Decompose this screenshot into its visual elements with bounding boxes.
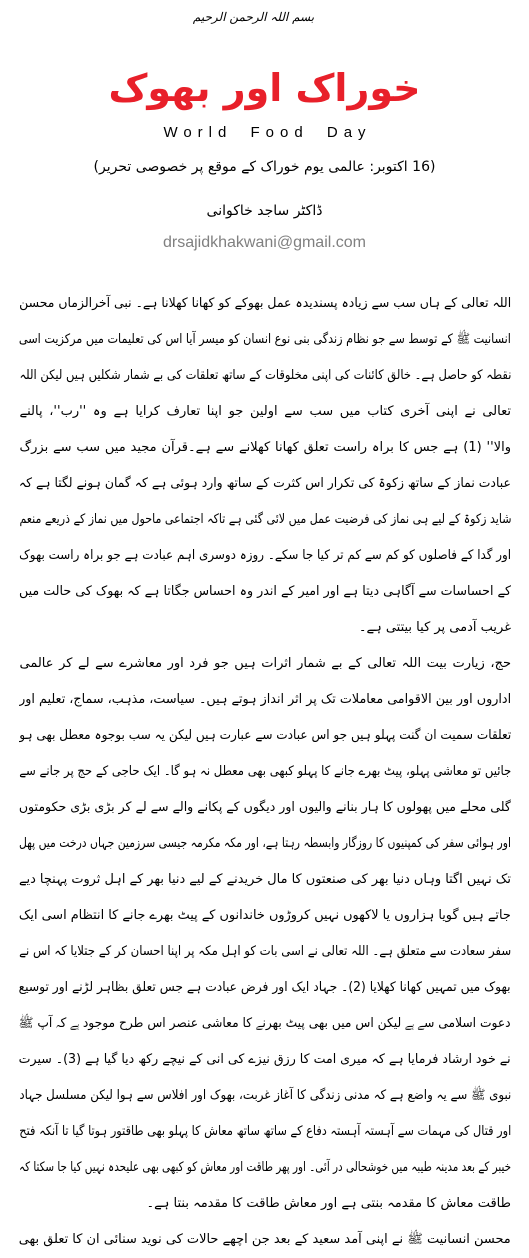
- text-line-content: غریب آدمی پر کیا بیتتی ہے۔: [358, 620, 511, 635]
- author-email: drsajidkhakwani@gmail.com: [163, 234, 366, 251]
- text-line: [19, 1186, 511, 1222]
- text-line: [19, 1078, 511, 1114]
- text-line-content: اور ہوائی سفر کی کمپنیوں کا روزگار وابسطہ رہتا ہے، اور مکہ مکرمہ جیسی سرزمین جہاں درخت میں پھل: [19, 836, 511, 851]
- text-line-content: والا'' (1) ہے جس کا براہ راست تعلق کھانا کھلانے سے ہے۔قرآن مجید میں سب سے بزرگ: [19, 440, 511, 455]
- text-line: [19, 502, 511, 538]
- text-line: [19, 970, 511, 1006]
- text-line-content: اللہ تعالی کے ہاں سب سے زیادہ پسندیدہ عمل بھوکے کو کھانا کھلانا ہے۔ نبی آخرالزماں محسن: [19, 296, 511, 311]
- text-line-content: تعالی نے اپنی آخری کتاب میں سب سے اولین جو اپنا تعارف کرایا ہے وہ ''رب''، پالنے: [19, 404, 511, 419]
- bismillah-text: بسم اللہ الرحمن الرحیم: [192, 10, 315, 24]
- text-line: [19, 466, 511, 502]
- text-line: [19, 1042, 511, 1078]
- text-line-content: اداروں اور بین الاقوامی معاملات تک پر اثر انداز ہوتے ہیں۔ سیاست، مذہب، سماج، تعلیم اور: [19, 692, 511, 707]
- text-line-content: تک نہیں اگتا وہاں دنیا بھر کی صنعتوں کا مال خریدنے کے لیے دنیا بھر کے اہل ثروت پہنچا دیے: [19, 872, 511, 887]
- text-line-content: عبادت نماز کے ساتھ زکوۃ کی تکرار اس کثرت کے ساتھ وارد ہوئی ہے کہ گمان ہونے لگتا ہے کہ: [19, 476, 511, 491]
- event-name: World Food Day: [163, 124, 372, 141]
- text-line-content: محسن انسانیت ﷺ نے اپنی آمد سعید کے بعد جن اچھے حالات کی نوید سنائی ان کا تعلق بھی: [19, 1232, 511, 1247]
- text-line: [19, 538, 511, 574]
- text-line: [19, 394, 511, 430]
- text-line-content: اور قتال کی مہمات سے آہستہ آہستہ دفاع کے ساتھ ساتھ معاش کا پہلو بھی طاقتور ہوتا گیا تا آنکہ فتح: [19, 1124, 511, 1139]
- text-line-content: انسانیت ﷺ کے توسط سے جو نظام زندگی بنی نوع انسان کو میسر آیا اس کی تعلیمات میں مرکزیت اسی: [19, 332, 511, 347]
- text-line: [19, 934, 511, 970]
- text-line-content: دعوت اسلامی سے ہے لیکن اس میں بھی پیٹ بھرنے کا معاشی عنصر اس طرح موجود ہے کہ آپ ﷺ: [19, 1016, 511, 1031]
- text-line-content: بھوک میں تمہیں کھانا کھلایا (2)۔ جہاد ایک اور فرض عبادت ہے جس تعلق بظاہر لڑنے اور توسیع: [19, 980, 511, 995]
- text-line: [19, 1150, 511, 1186]
- author-name: ڈاکٹر ساجد خاکوانی: [206, 203, 323, 219]
- paragraph: [19, 646, 511, 1222]
- text-line: [19, 1222, 511, 1258]
- text-line-content: طاقت معاش کا مقدمہ بنتی ہے اور معاش طاقت کا مقدمہ بنتا ہے۔: [146, 1196, 511, 1211]
- text-line-content: گلی محلے میں پھولوں کا ہار بنانے والیوں اور دیگوں کے پکانے والے سے لے کر بڑی بڑی حکومتوں: [19, 800, 511, 815]
- text-line: [19, 358, 511, 394]
- text-line-content: جاتے ہیں گویا ہزاروں یا لاکھوں نہیں کروڑوں خاندانوں کے پیٹ بھرے جانے کا انتظام اسی ایک: [19, 908, 511, 923]
- text-line-content: حج، زیارت بیت اللہ تعالی کے بے شمار اثرات ہیں جو فرد اور معاشرے سے لے کر عالمی: [19, 656, 511, 671]
- text-line: [19, 322, 511, 358]
- text-line: [19, 286, 511, 322]
- text-line: [19, 790, 511, 826]
- paragraph: [19, 1222, 511, 1258]
- text-line-content: سفر سعادت سے متعلق ہے۔ اللہ تعالی نے اسی بات کو اہل مکہ پر اپنا احسان کر کے جتلایا کہ اس نے: [19, 944, 511, 959]
- text-line: [19, 430, 511, 466]
- text-line-content: اور گدا کے فاصلوں کو کم سے کم تر کیا جا سکے۔ روزہ دوسری اہم عبادت ہے جو براہ راست بھوک: [19, 548, 511, 563]
- text-line-content: شاید زکوۃ کے لیے ہی نماز کی فرضیت عمل میں لائی گئی ہے تاکہ اجتماعی ماحول میں نماز کے ذریعے منعم: [19, 512, 511, 527]
- text-line-content: نے خود ارشاد فرمایا ہے کہ میری امت کا رزق نیزے کی انی کے نیچے رکھ دیا گیا ہے (3)۔ سیرت: [19, 1052, 511, 1067]
- text-line: [19, 754, 511, 790]
- text-line: [19, 574, 511, 610]
- text-line: [19, 898, 511, 934]
- article-body: [19, 286, 511, 1258]
- paragraph: [19, 286, 511, 646]
- text-line-content: نبوی ﷺ سے یہ واضع ہے کہ مدنی زندگی کا آغاز غربت، بھوک اور افلاس سے ہوا لیکن مسلسل جہاد: [19, 1088, 511, 1103]
- occasion-subtitle: (16 اکتوبر: عالمی یوم خوراک کے موقع پر خصوصی تحریر): [93, 159, 436, 175]
- text-line: [19, 1114, 511, 1150]
- text-line: [19, 646, 511, 682]
- text-line: [19, 682, 511, 718]
- text-line: [19, 862, 511, 898]
- text-line: [19, 610, 511, 646]
- article-title: خوراک اور بھوک: [108, 66, 421, 110]
- text-line-content: خیبر کے بعد مدینہ طیبہ میں خوشحالی در آئی۔ اور پھر طاقت اور معاش کو کبھی بھی علیحدہ نہیں کیا جا سکتا کہ: [19, 1160, 511, 1175]
- text-line-content: نقطہ کو حاصل ہے۔ خالق کائنات کی اپنی مخلوقات کے ساتھ تعلقات کی بے شمار شکلیں ہیں لیکن اللہ: [19, 368, 511, 383]
- text-line-content: تعلقات سمیت ان گنت پہلو ہیں جو اس عبادت سے عبارت ہیں لیکن یہ سب بوجوہ معطل بھی ہو: [19, 728, 511, 743]
- text-line-content: جائیں تو معاشی پہلو، پیٹ بھرے جانے کا پہلو کبھی بھی معطل نہ ہو گا۔ ایک حاجی کے حج پر جانے سے: [19, 764, 511, 779]
- text-line: [19, 718, 511, 754]
- text-line: [19, 1006, 511, 1042]
- text-line: [19, 826, 511, 862]
- text-line-content: کے احساسات سے آگاہی دیتا ہے اور امیر کے اندر وہ احساس جگاتا ہے کہ بھوک کی حالت میں: [19, 584, 511, 599]
